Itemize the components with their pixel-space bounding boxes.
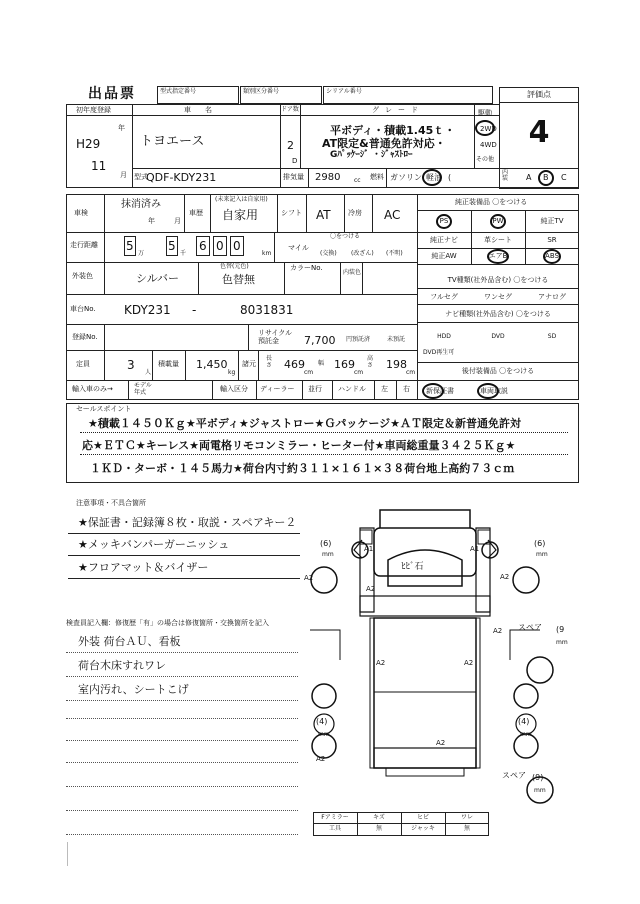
ac-label: 冷房	[348, 209, 362, 217]
color-change-value: 色替無	[222, 273, 255, 286]
fuel-diesel: 軽油	[426, 173, 442, 182]
tire-rr-depth: (4)	[518, 717, 530, 726]
tv-oneseg: ワンセグ	[484, 293, 512, 301]
docs-manual-circle	[477, 383, 499, 399]
recycle-unit: 円預託済	[346, 336, 371, 343]
spare-depth-1: (9	[556, 625, 565, 634]
navi-sd: SD	[547, 333, 557, 340]
selling-points-label: セールスポイント	[76, 405, 132, 413]
inspector-label: 検査員記入欄：修復歴「有」の場合は修復箇所・交換箇所を記入	[66, 619, 269, 627]
capacity-unit: 人	[145, 369, 152, 376]
docs-manual: 車両取説	[480, 387, 508, 395]
equip-ps-circle	[436, 214, 452, 229]
capacity-label: 定員	[76, 360, 90, 368]
tire-fl-unit: mm	[322, 551, 334, 558]
tire-fr-unit: mm	[536, 551, 548, 558]
fuel-diesel-circle	[422, 169, 442, 186]
model-year-label: モデル年式	[134, 382, 152, 396]
equip-ps: PS	[439, 217, 449, 225]
mileage-label: 走行距離	[70, 241, 98, 249]
dims-label: 諸元	[242, 360, 256, 368]
import-parallel: 並行	[308, 385, 322, 393]
spare-unit-2: mm	[534, 787, 546, 794]
mileage-unit-km: km	[262, 250, 272, 257]
note-line-1: ★保証書・記録簿８枚・取説・スペアキー２	[78, 516, 297, 529]
grade-line-3: Gﾊﾟｯｹｰｼﾞ ・ｼﾞｬｽﾄﾛｰ	[330, 150, 413, 160]
meter-exchanged: (交換)	[320, 250, 337, 257]
handle-label: ハンドル	[338, 385, 366, 393]
type-approval-label: 型式指定番号	[160, 88, 197, 95]
drive-label: 駆動	[478, 109, 492, 117]
history-value: 自家用	[222, 208, 259, 222]
damage-a2-5: A2	[376, 659, 386, 667]
legend-value-4: 無	[463, 825, 470, 832]
mileage-digit-3: 6	[199, 239, 207, 253]
doors-value: 2	[287, 139, 294, 152]
month-unit: 月	[120, 171, 127, 179]
drive-2wd-circle	[475, 120, 495, 136]
legend-header-1: Fアミラー	[321, 814, 349, 821]
import-label: 輸入車のみ→	[72, 385, 113, 393]
legend-value-3: ジャッキ	[411, 825, 435, 832]
spare-label-1: スペア	[518, 623, 542, 632]
grade-line-1: 平ボディ・積載1.45ｔ・	[330, 124, 456, 137]
car-name: トヨエース	[140, 134, 205, 149]
drive-4wd: 4WD	[480, 141, 497, 149]
legend-header-4: ワレ	[460, 814, 473, 821]
truck-outline-svg	[300, 500, 570, 810]
glass-label: ﾋﾋﾞ石	[401, 562, 424, 572]
import-dealer: ディーラー	[260, 385, 295, 393]
tire-rl-unit: mm	[318, 731, 330, 738]
spare-unit-1: mm	[556, 639, 568, 646]
color-no-label: カラーNo.	[290, 264, 323, 272]
selling-point-line-1: ★積載１４５０Ｋｇ★平ボディ★ジャストロー★Ｇパッケージ★ＡＴ限定＆新普通免許対	[88, 417, 521, 430]
import-type-label: 輸入区分	[220, 385, 248, 393]
fuel-label: 燃料	[370, 173, 384, 181]
displacement-label: 排気量	[283, 173, 304, 181]
doors-label: ドア数	[281, 106, 299, 113]
meter-tampered: (改ざん)	[351, 250, 374, 257]
interior-label: 内装	[502, 169, 509, 182]
equip-sr: SR	[547, 236, 557, 244]
shift-value: AT	[316, 208, 331, 222]
docs-warranty-circle	[422, 383, 444, 399]
damage-a1-right: A1	[470, 545, 480, 553]
load-unit: kg	[228, 369, 236, 376]
page-title: 出品票	[88, 86, 136, 102]
first-reg-label: 初年度登録	[76, 106, 111, 114]
drive-other: その他	[476, 156, 495, 163]
equip-abs: ABS	[545, 252, 559, 260]
capacity-value: 3	[127, 358, 135, 372]
damage-a2-2: A2	[500, 573, 510, 581]
history-note: (未来記入は自家用)	[215, 196, 268, 203]
length-unit: cm	[304, 369, 314, 376]
genuine-title: 純正装備品 〇をつける	[455, 198, 528, 206]
navi-dvd: DVD	[491, 333, 505, 340]
inspector-line-3: 室内汚れ、シートこげ	[78, 683, 189, 696]
inspection-year-unit: 年	[148, 217, 155, 225]
equip-pw-circle	[490, 214, 506, 229]
navi-title: ナビ種類(社外品含む) 〇をつける	[445, 310, 551, 318]
chassis-number: 8031831	[240, 303, 294, 317]
shift-label: シフト	[281, 209, 302, 217]
displacement-value: 2980	[315, 172, 341, 183]
mileage-unit-man: 万	[138, 250, 145, 257]
model-label: 型式	[134, 173, 148, 181]
mileage-digit-2: 5	[168, 239, 176, 253]
chassis-label: 車台No.	[70, 305, 96, 313]
inspection-label: 車検	[74, 209, 88, 217]
tv-analog: アナログ	[538, 293, 566, 301]
reg-no-label: 登録No.	[72, 333, 98, 341]
inspection-value: 抹消済み	[121, 199, 161, 210]
legend-value-2: 無	[375, 825, 382, 832]
chassis-dash: -	[192, 303, 197, 317]
note-line-3: ★フロアマット＆バイザー	[78, 561, 209, 574]
length-value: 469	[284, 358, 305, 371]
fuel-gasoline: ガソリン	[390, 173, 422, 182]
load-label: 積載量	[158, 360, 179, 368]
chassis-model: KDY231	[124, 303, 171, 317]
docs-title: 後付装備品 〇をつける	[461, 367, 535, 375]
category-label: 類別区分番号	[243, 88, 280, 95]
car-name-label: 車名	[184, 106, 226, 114]
drive-2wd: 2WD	[480, 125, 497, 133]
mileage-digit-5: 0	[233, 239, 241, 253]
interior-c: C	[561, 173, 567, 182]
spare-depth-2: (9)	[532, 773, 544, 782]
fuel-other: (	[448, 173, 452, 182]
mileage-digit-1: 5	[126, 239, 134, 253]
interior-a: A	[526, 173, 532, 182]
mileage-unit-sen: 千	[180, 250, 187, 257]
month-value: 11	[91, 159, 107, 173]
width-value: 169	[334, 358, 355, 371]
displacement-unit: cc	[354, 177, 361, 184]
docs-warranty: 新保証書	[426, 387, 454, 395]
interior-b-circle	[538, 170, 554, 186]
notes-label: 注意事項・不具合箇所	[76, 499, 146, 507]
tire-rl-depth: (4)	[316, 717, 328, 726]
navi-dvd-play: DVD再生可	[423, 349, 455, 356]
legend-header-2: キズ	[373, 814, 385, 821]
tire-fl-depth: (6)	[320, 539, 332, 548]
color-change-label: 色替(元色)	[220, 263, 249, 270]
spare-label-2: スペア	[502, 771, 526, 780]
handle-right: 右	[403, 385, 410, 393]
grade-label: グレード	[372, 106, 424, 114]
damage-a2-1: A2	[366, 585, 376, 593]
serial-label: シリアル番号	[326, 88, 362, 95]
model-value: QDF-KDY231	[146, 171, 217, 184]
recycle-status: 未預託	[387, 336, 406, 343]
damage-a2-7: A2	[436, 739, 446, 747]
score-label: 評価点	[527, 90, 551, 99]
equip-leather: 革シート	[484, 236, 512, 244]
interior-color-label: 内装色	[343, 269, 362, 276]
tire-fr-depth: (6)	[534, 539, 546, 548]
damage-a2-6: A2	[464, 659, 474, 667]
interior-b: B	[543, 173, 549, 182]
load-value: 1,450	[196, 358, 228, 371]
note-line-2: ★メッキバンパーガーニッシュ	[78, 538, 230, 551]
handle-left: 左	[381, 385, 388, 393]
color-value: シルバー	[136, 272, 179, 285]
year-era: H29	[76, 137, 101, 151]
selling-point-line-3: １ＫＤ・ターボ・１４５馬力★荷台内寸約３１１×１６１×３８荷台地上高約７３ｃｍ	[90, 462, 515, 475]
inspection-month-unit: 月	[174, 217, 181, 225]
height-label: 高さ	[367, 355, 374, 369]
equip-airbag-circle	[487, 249, 509, 264]
tv-title: TV種類(社外品含む) 〇をつける	[447, 276, 549, 284]
height-value: 198	[386, 358, 407, 371]
recycle-amount: 7,700	[304, 334, 336, 347]
damage-a2-8: A2	[316, 755, 326, 763]
grade-line-2: AT限定&普通免許対応・	[322, 137, 446, 150]
mileage-digit-4: 0	[216, 239, 224, 253]
selling-point-line-2: 応★ＥＴＣ★キーレス★両電格リモコンミラー・ヒーター付★車両総重量３４２５Ｋｇ★	[82, 439, 516, 452]
tire-rr-unit: mm	[520, 731, 532, 738]
navi-hdd: HDD	[437, 333, 451, 340]
truck-diagram	[300, 500, 570, 810]
meter-unknown: (不明)	[386, 250, 403, 257]
history-label: 車歴	[189, 209, 203, 217]
damage-a1-left: A1	[364, 545, 374, 553]
meter-circle-note: 〇をつける	[330, 233, 361, 240]
height-unit: cm	[406, 369, 416, 376]
equip-pw: PW	[492, 217, 504, 225]
equip-tv: 純正TV	[540, 217, 564, 225]
width-label: 幅	[318, 360, 325, 367]
length-label: 長さ	[266, 355, 273, 369]
equip-navi: 純正ナビ	[430, 236, 458, 244]
damage-a2-4: A2	[493, 627, 503, 635]
recycle-label: リサイクル預託金	[258, 329, 293, 346]
tv-fullseg: フルセグ	[430, 293, 458, 301]
width-unit: cm	[354, 369, 364, 376]
year-unit: 年	[118, 124, 125, 132]
legend-value-1: 工具	[328, 825, 341, 832]
inspector-line-2: 荷台木床すれワレ	[78, 659, 166, 672]
score-value: 4	[528, 115, 550, 150]
equip-abs-circle	[543, 249, 561, 264]
color-label: 外装色	[72, 272, 93, 280]
legend-header-3: ヒビ	[416, 814, 429, 821]
inspector-line-1: 外装 荷台ＡＵ、看板	[78, 635, 181, 648]
equip-airbag: エアB	[488, 252, 508, 260]
ac-value: AC	[384, 208, 401, 222]
mile-label: マイル	[288, 244, 309, 252]
damage-a2-3: A2	[304, 574, 314, 582]
doors-sub: D	[292, 157, 298, 165]
equip-aw: 純正AW	[431, 252, 457, 260]
